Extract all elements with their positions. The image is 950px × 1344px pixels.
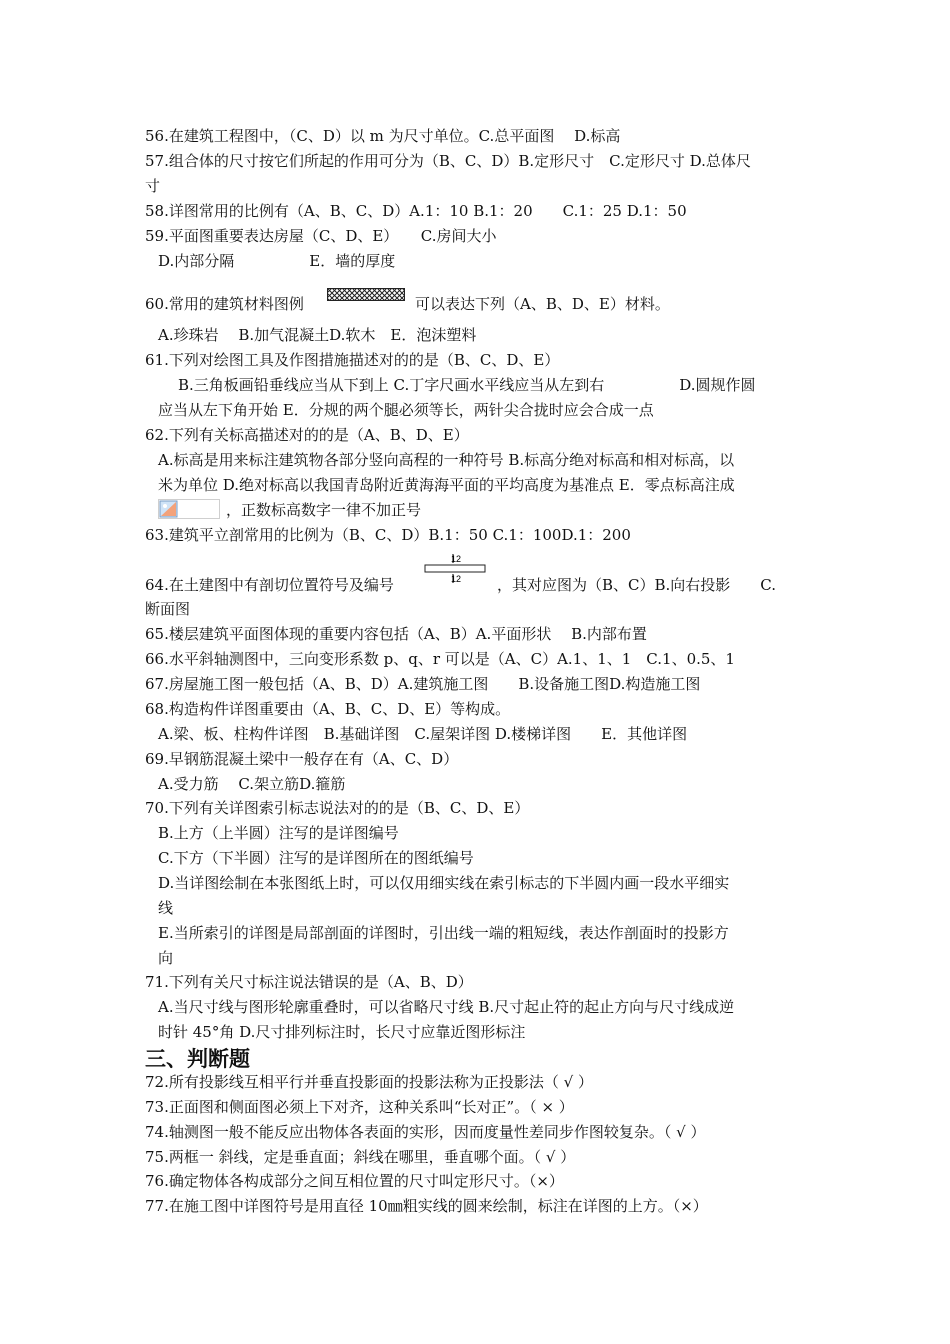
q62-options-cont: 米为单位 D.绝对标高以我国青岛附近黄海海平面的平均高度为基准点 E．零点标高注成 bbox=[158, 476, 735, 494]
q70-option-e-cont: 向 bbox=[158, 949, 174, 967]
q62-options: A.标高是用来标注建筑物各部分竖向高程的一种符号 B.标高分绝对标高和相对标高，以 bbox=[158, 451, 735, 469]
q56-line: 56.在建筑工程图中，（C、D）以 m 为尺寸单位。C.总平面图 D.标高 bbox=[145, 127, 621, 145]
q67-line: 67.房屋施工图一般包括（A、B、D）A.建筑施工图 B.设备施工图D.构造施工图 bbox=[145, 675, 701, 693]
q62-options-end: ，正数标高数字一律不加正号 bbox=[226, 501, 422, 519]
q64-line bbox=[145, 575, 810, 596]
q63-line: 63.建筑平立剖常用的比例为（B、C、D）B.1：50 C.1：100D.1：200 bbox=[145, 526, 631, 544]
q64-text-post: ，其对应图为（B、C）B.向右投影 C. bbox=[497, 576, 777, 594]
q71-options-cont: 时针 45°角 D.尺寸排列标注时，长尺寸应靠近图形标注 bbox=[158, 1023, 526, 1041]
q70-option-b: B.上方（上半圆）注写的是详图编号 bbox=[158, 824, 399, 842]
q73-line: 73.正面图和侧面图必须上下对齐，这种关系叫“长对正”。（ × ） bbox=[145, 1098, 574, 1116]
q64-text-pre: 64.在土建图中有剖切位置符号及编号 bbox=[145, 576, 394, 594]
q61-options: B.三角板画铅垂线应当从下到上 C.丁字尺画水平线应当从左到右 D.圆规作圆 bbox=[178, 376, 756, 394]
q77-line: 77.在施工图中详图符号是用直径 10㎜粗实线的圆来绘制，标注在详图的上方。（×） bbox=[145, 1197, 708, 1215]
q65-line: 65.楼层建筑平面图体现的重要内容包括（A、B）A.平面形状 B.内部布置 bbox=[145, 625, 647, 643]
q68-line: 68.构造构件详图重要由（A、B、C、D、E）等构成。 bbox=[145, 700, 511, 718]
q68-options: A.梁、板、柱构件详图 B.基础详图 C.屋架详图 D.楼梯详图 E．其他详图 bbox=[158, 725, 688, 743]
q72-line: 72.所有投影线互相平行并垂直投影面的投影法称为正投影法（ √ ） bbox=[145, 1073, 593, 1091]
section-heading: 三、判断题 bbox=[145, 1047, 250, 1071]
q70-line: 70.下列有关详图索引标志说法对的的是（B、C、D、E） bbox=[145, 799, 530, 817]
q61-options-cont: 应当从左下角开始 E．分规的两个腿必须等长，两针尖合拢时应会合成一点 bbox=[158, 401, 654, 419]
q75-line: 75.两框一 斜线，定是垂直面；斜线在哪里，垂直哪个面。（ √ ） bbox=[145, 1148, 576, 1166]
q70-option-d-cont: 线 bbox=[158, 899, 174, 917]
q74-line: 74.轴测图一般不能反应出物体各表面的实形，因而度量性差同步作图较复杂。（ √ ） bbox=[145, 1123, 706, 1141]
q71-line: 71.下列有关尺寸标注说法错误的是（A、B、D） bbox=[145, 973, 473, 991]
section-number-bottom: 12 bbox=[451, 574, 462, 584]
q64-line-cont: 断面图 bbox=[145, 600, 191, 618]
q58-line: 58.详图常用的比例有（A、B、C、D）A.1：10 B.1：20 C.1：25 D.1：50 bbox=[145, 202, 687, 220]
q59-line: 59.平面图重要表达房屋（C、D、E） C.房间大小 bbox=[145, 227, 497, 245]
q57-line-cont: 寸 bbox=[145, 177, 161, 195]
q71-options: A.当尺寸线与图形轮廓重叠时，可以省略尺寸线 B.尺寸起止符的起止方向与尺寸线成逆 bbox=[158, 998, 735, 1016]
q61-line: 61.下列对绘图工具及作图措施描述对的的是（B、C、D、E） bbox=[145, 351, 560, 369]
crosshatch-material-icon bbox=[327, 288, 405, 301]
q60-line bbox=[145, 294, 810, 315]
zero-elevation-icon bbox=[158, 499, 220, 519]
q70-option-c: C.下方（下半圆）注写的是详图所在的图纸编号 bbox=[158, 849, 474, 867]
q76-line: 76.确定物体各构成部分之间互相位置的尺寸叫定形尺寸。（×） bbox=[145, 1172, 564, 1190]
q60-options: A.珍珠岩 B.加气混凝土D.软木 E．泡沫塑料 bbox=[158, 326, 477, 344]
q57-line: 57.组合体的尺寸按它们所起的作用可分为（B、C、D）B.定形尺寸 C.定形尺寸 D.总体尺 bbox=[145, 152, 751, 170]
q70-option-e: E.当所索引的详图是局部剖面的详图时，引出线一端的粗短线，表达作剖面时的投影方 bbox=[158, 924, 729, 942]
q60-text-post: 可以表达下列（A、B、D、E）材料。 bbox=[415, 295, 670, 313]
q69-line: 69.早钢筋混凝土梁中一般存在有（A、C、D） bbox=[145, 750, 459, 768]
q66-line: 66.水平斜轴测图中，三向变形系数 p、q、r 可以是（A、C）A.1、1、1 C.1、0.5、1 bbox=[145, 650, 735, 668]
q70-option-d: D.当详图绘制在本张图纸上时，可以仅用细实线在索引标志的下半圆内画一段水平细实 bbox=[158, 874, 730, 892]
q62-line: 62.下列有关标高描述对的的是（A、B、D、E） bbox=[145, 426, 469, 444]
q59-options: D.内部分隔 E．墙的厚度 bbox=[158, 252, 396, 270]
section-number-top: 12 bbox=[451, 554, 462, 564]
q60-text-pre: 60.常用的建筑材料图例 bbox=[145, 295, 304, 313]
q69-options: A.受力筋 C.架立筋D.箍筋 bbox=[158, 775, 346, 793]
